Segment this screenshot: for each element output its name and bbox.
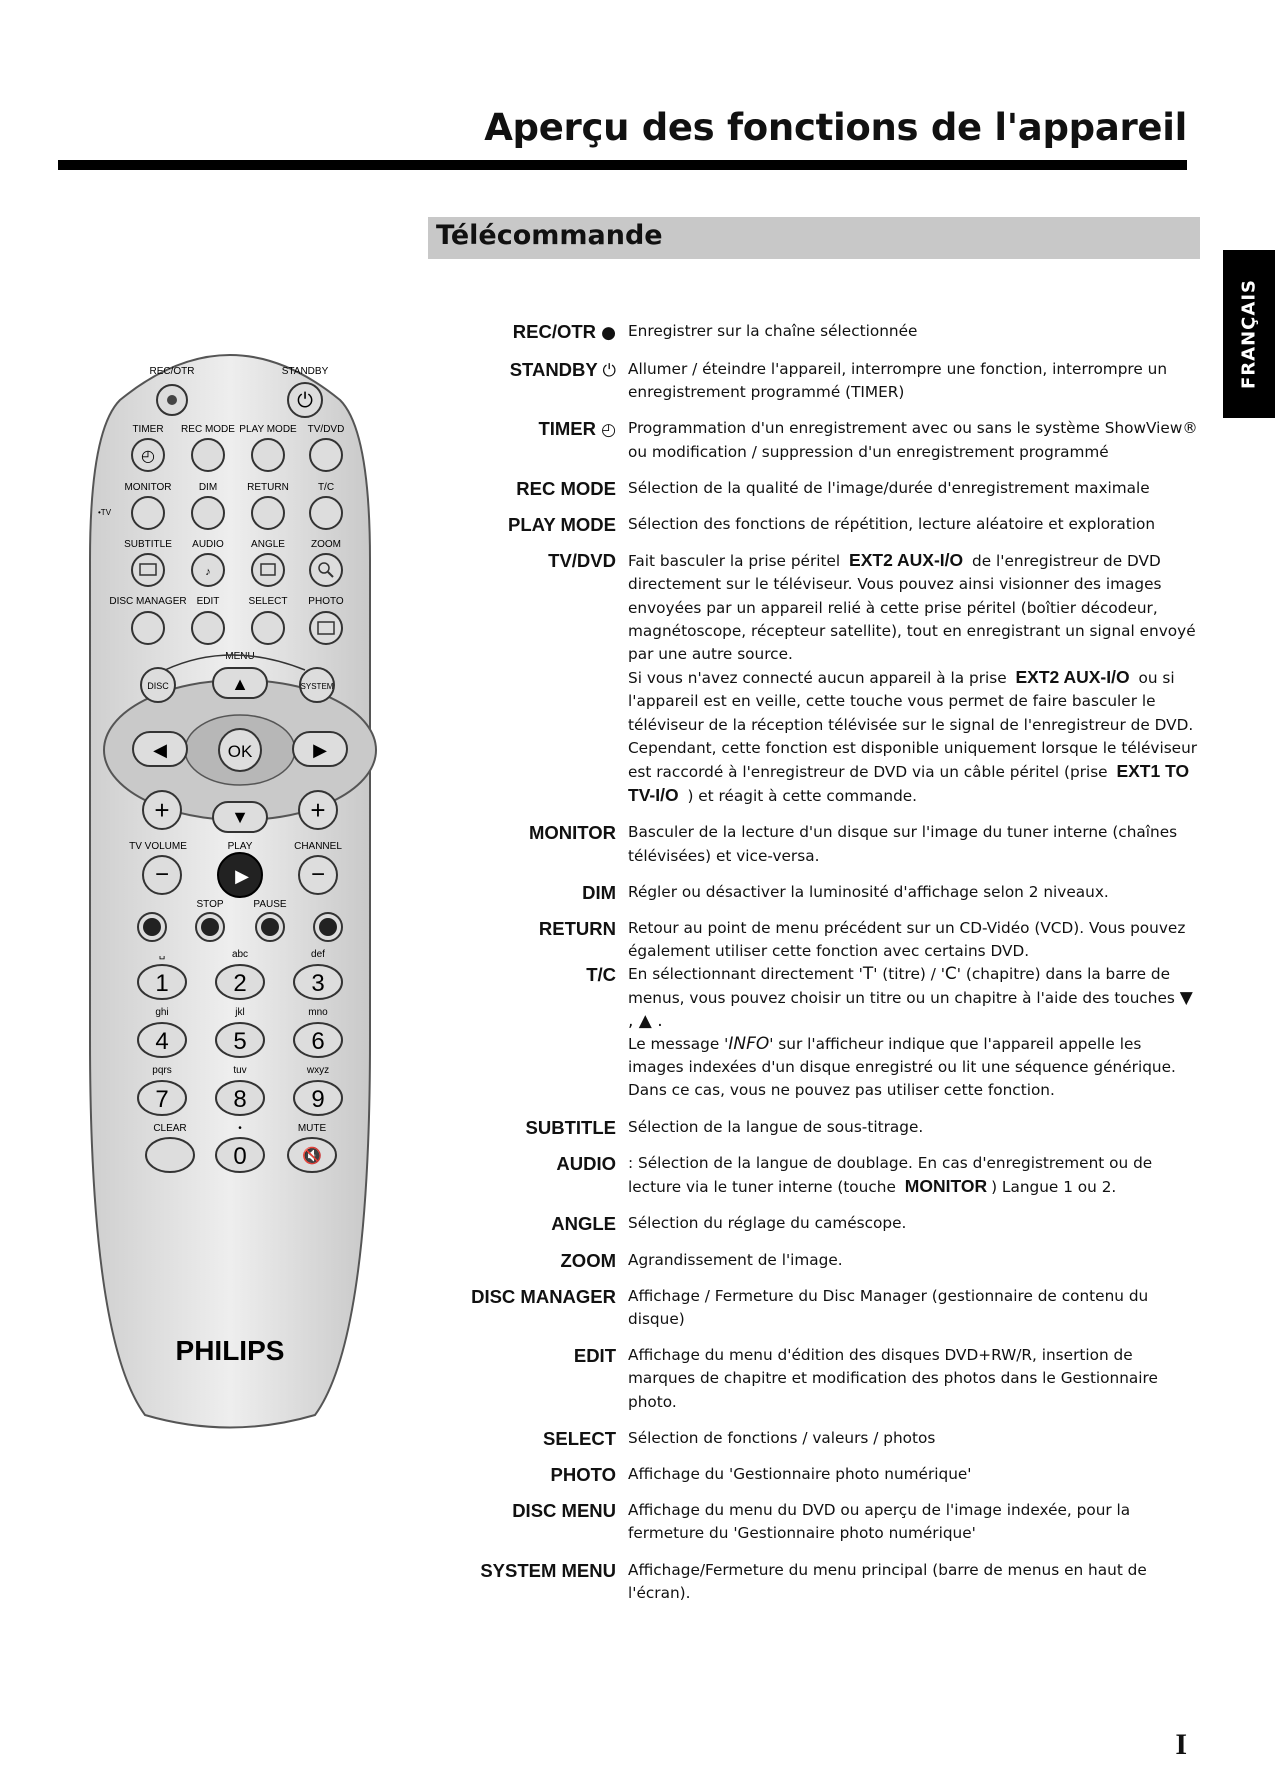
description: Retour au point de menu précédent sur un CD-Vidéo (VCD). Vous pouvez également utiliser cette fonction avec certains DVD. xyxy=(628,919,1186,961)
monitor-button xyxy=(132,497,164,529)
entry-dim xyxy=(440,881,1200,904)
tv-marker: •TV xyxy=(98,508,112,517)
entry-monitor xyxy=(440,821,1200,867)
description: Affichage/Fermeture du menu principal (barre de menus en haut de l'écran). xyxy=(628,1560,1147,1602)
remote-label-tc: T/C xyxy=(317,482,335,493)
description: Affichage du 'Gestionnaire photo numérique' xyxy=(628,1464,972,1483)
dim-button xyxy=(192,497,224,529)
play-mode-button xyxy=(252,439,284,471)
remote-label-play-mode: PLAY MODE xyxy=(239,424,297,435)
term: DISC MENU xyxy=(512,1500,616,1522)
remote-label-play: PLAY xyxy=(227,841,253,852)
description: Enregistrer sur la chaîne sélectionnée xyxy=(628,322,918,340)
socket-name: EXT1 TO TV-I/O xyxy=(628,761,1190,806)
description: Sélection de la langue de sous-titrage. xyxy=(628,1117,924,1136)
remote-label-tv-dvd: TV/DVD xyxy=(307,424,345,435)
term: ZOOM xyxy=(560,1249,616,1271)
digit-label: 9 xyxy=(311,1086,325,1113)
next-icon xyxy=(319,918,337,936)
term: MONITOR xyxy=(528,822,616,844)
entry-disc-manager xyxy=(440,1285,1200,1331)
subtitle-button xyxy=(132,554,164,586)
term: EDIT xyxy=(573,1345,616,1367)
remote-label-monitor: MONITOR xyxy=(124,482,172,493)
key-letters: tuv xyxy=(233,1065,247,1076)
term: T/C xyxy=(586,964,616,986)
remote-label-return: RETURN xyxy=(247,482,289,493)
key-letters: def xyxy=(311,949,325,960)
remote-label-channel: CHANNEL xyxy=(294,841,342,852)
term: AUDIO xyxy=(556,1152,616,1174)
power-icon: ⏻ xyxy=(297,390,313,412)
entry-tv-dvd xyxy=(440,549,1200,808)
remote-label-disc: DISC xyxy=(147,681,169,691)
page-title: Aperçu des fonctions de l'appareil xyxy=(484,106,1187,149)
key-letters: ␣ xyxy=(158,949,166,960)
entry-angle xyxy=(440,1212,1200,1235)
entry-play-mode xyxy=(440,513,1200,536)
entry-select xyxy=(440,1427,1200,1450)
page-number: I xyxy=(1175,1728,1187,1761)
return-button xyxy=(252,497,284,529)
section-title: Télécommande xyxy=(436,220,663,251)
description: Allumer / éteindre l'appareil, interrompre une fonction, interrompre un enregistrement programmé (TIMER) xyxy=(628,360,1168,402)
term: PLAY MODE xyxy=(508,514,616,536)
entry-rec-otr xyxy=(440,320,1200,345)
remote-label-timer: TIMER xyxy=(132,424,164,435)
entry-zoom xyxy=(440,1249,1200,1272)
term: TIMER xyxy=(538,418,597,440)
section-header xyxy=(428,217,1200,259)
remote-label-mute: MUTE xyxy=(297,1123,327,1134)
remote-label-audio: AUDIO xyxy=(192,539,224,550)
term: SUBTITLE xyxy=(525,1116,616,1138)
digit-label: 5 xyxy=(233,1028,247,1055)
digit-label: 7 xyxy=(155,1086,169,1113)
remote-label-rec-mode: REC MODE xyxy=(181,424,235,435)
key-letters: abc xyxy=(231,949,249,960)
angle-button xyxy=(252,554,284,586)
digit-label: 4 xyxy=(155,1028,169,1055)
term: SELECT xyxy=(543,1427,616,1449)
socket-name: EXT2 AUX-I/O xyxy=(849,550,964,571)
remote-label-standby: STANDBY xyxy=(281,366,329,377)
term: REC MODE xyxy=(516,477,616,499)
entry-system-menu xyxy=(440,1559,1200,1605)
digit-label: 1 xyxy=(155,970,169,997)
mute-icon: 🔇 xyxy=(302,1148,322,1165)
term: ANGLE xyxy=(551,1213,616,1235)
digit-label: 2 xyxy=(233,970,247,997)
remote-label-zoom: ZOOM xyxy=(311,539,341,550)
arrow-up-icon: ▲ xyxy=(231,674,249,694)
description: Programmation d'un enregistrement avec ou sans le système ShowView® ou modification / suppression d'un enregistrement programmé xyxy=(628,419,1198,461)
digit-label: 3 xyxy=(311,970,325,997)
rec-mode-button xyxy=(192,439,224,471)
term: STANDBY xyxy=(509,359,598,380)
remote-label-disc-manager: DISC MANAGER xyxy=(109,596,187,607)
minus-icon: − xyxy=(154,861,170,888)
tc-button xyxy=(310,497,342,529)
entry-rec-mode xyxy=(440,477,1200,500)
arrow-down-icon: ▼ xyxy=(231,807,249,827)
clear-button xyxy=(146,1138,194,1172)
remote-label-rec-otr: REC/OTR xyxy=(149,366,195,377)
arrow-right-icon: ▶ xyxy=(313,740,327,760)
term: DIM xyxy=(582,881,616,903)
plus-icon: + xyxy=(310,795,326,825)
remote-control-illustration xyxy=(80,340,380,1430)
brand-logo: PHILIPS xyxy=(175,1335,285,1366)
function-list xyxy=(440,320,1200,1618)
description: Régler ou désactiver la luminosité d'affichage selon 2 niveaux. xyxy=(628,882,1109,901)
remote-label-pause: PAUSE xyxy=(253,899,287,910)
term: REC/OTR xyxy=(512,321,597,342)
power-icon: ⏻ xyxy=(602,361,616,381)
chapter-symbol: C xyxy=(944,964,957,985)
remote-label-tv-volume: TV VOLUME xyxy=(129,841,187,852)
remote-label-ok: OK xyxy=(227,742,253,761)
title-rule xyxy=(58,160,1187,170)
remote-label-edit: EDIT xyxy=(196,596,220,607)
remote-label-clear: CLEAR xyxy=(153,1123,187,1134)
term: TV/DVD xyxy=(548,550,616,572)
remote-label-select: SELECT xyxy=(248,596,288,607)
entry-standby xyxy=(440,358,1200,404)
entry-audio xyxy=(440,1152,1200,1199)
key-letters: ghi xyxy=(155,1007,169,1018)
entry-timer xyxy=(440,417,1200,463)
description: Affichage du menu d'édition des disques DVD+RW/R, insertion de marques de chapitre et modification des photos dans le Gestionnaire photo. xyxy=(628,1346,1158,1411)
term: PHOTO xyxy=(550,1463,616,1485)
pause-icon xyxy=(261,918,279,936)
description: Basculer de la lecture d'un disque sur l'image du tuner interne (chaînes télévisées) et vice-versa. xyxy=(628,823,1178,865)
entry-return xyxy=(440,917,1200,963)
remote-label-menu: MENU xyxy=(225,651,255,662)
entry-photo xyxy=(440,1463,1200,1486)
minus-icon: − xyxy=(310,861,326,888)
language-tab-label: FRANÇAIS xyxy=(1238,279,1260,389)
clock-icon: ◴ xyxy=(141,448,155,465)
description: Agrandissement de l'image. xyxy=(628,1250,843,1269)
arrow-keys-symbol: ▼ , ▲ . xyxy=(628,987,1193,1031)
audio-icon: ♪ xyxy=(205,566,211,578)
arrow-left-icon: ◀ xyxy=(153,740,167,760)
entry-edit xyxy=(440,1344,1200,1414)
description: En sélectionnant directement 'T' (titre) / 'C' (chapitre) dans la barre de menus, vous pouvez choisir un titre ou un chapitre à l'aide des touches ▼ , ▲ . Le message 'INFO' sur l'afficheur indique que l'appareil appelle les images indexées d'un disque enregistré ou lit une séquence générique. Dans ce cas, vous ne pouvez pas utiliser cette fonction. xyxy=(628,964,1193,1100)
description: Sélection de fonctions / valeurs / photos xyxy=(628,1428,936,1447)
socket-name: EXT2 AUX-I/O xyxy=(1015,667,1130,688)
photo-button xyxy=(310,612,342,644)
description: : Sélection de la langue de doublage. En cas d'enregistrement ou de lecture via le tuner interne (touche MONITOR ) Langue 1 ou 2. xyxy=(628,1153,1153,1197)
description: Sélection du réglage du caméscope. xyxy=(628,1214,907,1233)
digit-label: 0 xyxy=(233,1143,247,1170)
description: Sélection des fonctions de répétition, lecture aléatoire et exploration xyxy=(628,515,1156,534)
term: DISC MANAGER xyxy=(471,1285,616,1307)
tv-dvd-button xyxy=(310,439,342,471)
key-letters: pqrs xyxy=(152,1065,172,1076)
disc-manager-button xyxy=(132,612,164,644)
remote-label-photo: PHOTO xyxy=(308,596,344,607)
remote-label-dim: DIM xyxy=(198,482,218,493)
info-display-text: INFO xyxy=(728,1034,770,1055)
description: Sélection de la qualité de l'image/durée d'enregistrement maximale xyxy=(628,478,1150,497)
rec-icon xyxy=(167,395,177,405)
language-tab xyxy=(1223,250,1275,418)
entry-tc xyxy=(440,963,1200,1102)
rec-icon: ● xyxy=(601,323,616,343)
select-button xyxy=(252,612,284,644)
description: Affichage / Fermeture du Disc Manager (gestionnaire de contenu du disque) xyxy=(628,1286,1149,1328)
play-icon: ▶ xyxy=(235,866,249,886)
stop-icon xyxy=(201,918,219,936)
key-letters: wxyz xyxy=(306,1065,330,1076)
key-letters: mno xyxy=(308,1007,328,1018)
description: Fait basculer la prise péritel EXT2 AUX-I/O de l'enregistreur de DVD directement sur le téléviseur. Vous pouvez ainsi visionner des images envoyées par un appareil relié à cette prise péritel (boîtier décodeur, magnétoscope, récepteur satellite), tout en enregistrant un signal envoyé par une autre source. Si vous n'avez connecté aucun appareil à la prise EXT2 AUX-I/O ou si l'appareil est en veille, cette touche vous permet de faire basculer le téléviseur de la réception télévisée sur le signal de l'enregistreur de DVD. Cependant, cette fonction est disponible uniquement lorsque le téléviseur est raccordé à l'enregistreur de DVD via un câble péritel (prise EXT1 TO TV-I/O ) et réagit à cette commande. xyxy=(628,550,1198,806)
remote-label-angle: ANGLE xyxy=(251,539,285,550)
description: Affichage du menu du DVD ou aperçu de l'image indexée, pour la fermeture du 'Gestionnaire photo numérique' xyxy=(628,1501,1131,1543)
plus-icon: + xyxy=(154,795,170,825)
entry-subtitle xyxy=(440,1116,1200,1139)
digit-label: 6 xyxy=(311,1028,325,1055)
clock-icon: ◴ xyxy=(601,420,616,441)
remote-label-subtitle: SUBTITLE xyxy=(124,539,172,550)
remote-label-system: SYSTEM xyxy=(300,682,334,691)
term: RETURN xyxy=(538,918,616,940)
remote-label-stop: STOP xyxy=(196,899,224,910)
key-letters: jkl xyxy=(235,1007,245,1018)
entry-disc-menu xyxy=(440,1499,1200,1545)
remote-label-dot: • xyxy=(238,1123,242,1134)
previous-icon xyxy=(143,918,161,936)
button-name: MONITOR xyxy=(904,1176,988,1197)
term: SYSTEM MENU xyxy=(480,1559,616,1581)
digit-label: 8 xyxy=(233,1086,247,1113)
edit-button xyxy=(192,612,224,644)
zoom-button xyxy=(310,554,342,586)
title-symbol: T xyxy=(862,964,874,985)
